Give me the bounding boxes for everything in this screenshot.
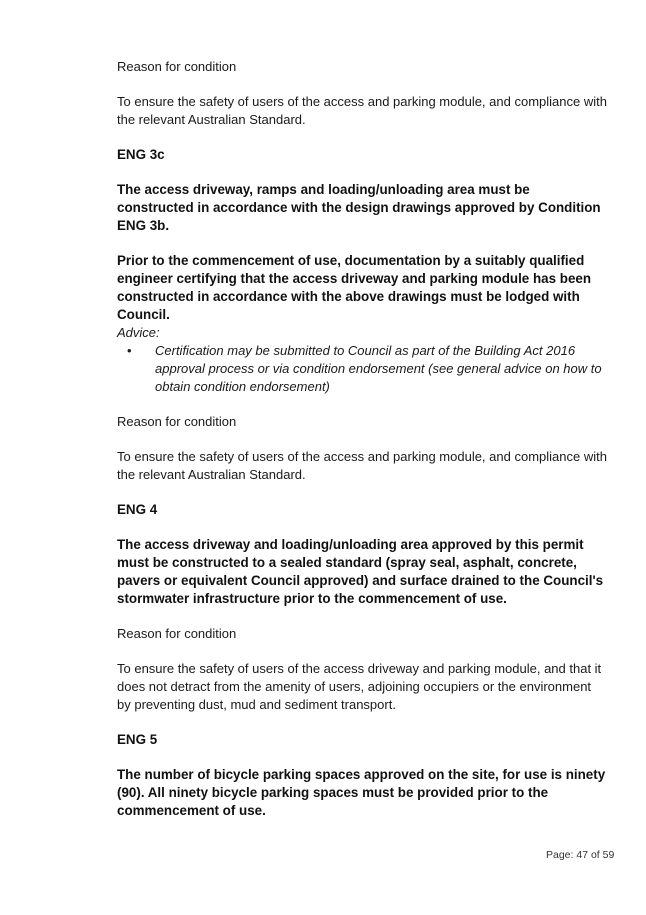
reason-text-1: To ensure the safety of users of the access and parking module, and compliance with the relevant Australian Standard. [117, 94, 607, 127]
reason-heading-1: Reason for condition [117, 59, 237, 74]
condition-text-eng-3c-2: Prior to the commencement of use, documentation by a suitably qualified engineer certifying that the access driveway and parking module has been constructed in accordance with the above drawings must be lodged with Council. [117, 253, 592, 322]
condition-text-eng-3c-1: The access driveway, ramps and loading/unloading area must be constructed in accordance with the design drawings approved by Condition ENG 3b. [117, 182, 601, 233]
page-content [117, 58, 607, 820]
reason-heading-2: Reason for condition [117, 414, 237, 429]
reason-heading-3: Reason for condition [117, 626, 237, 641]
condition-heading-eng-5: ENG 5 [117, 732, 158, 747]
bullet-icon: • [127, 343, 132, 358]
advice-item [117, 342, 607, 396]
advice-item-text: Certification may be submitted to Council as part of the Building Act 2016 approval process or via condition endorsement (see general advice on how to obtain condition endorsement) [155, 343, 602, 394]
advice-label: Advice: [117, 325, 160, 340]
condition-heading-eng-4: ENG 4 [117, 502, 158, 517]
advice-list [117, 342, 607, 396]
reason-text-2: To ensure the safety of users of the access and parking module, and compliance with the relevant Australian Standard. [117, 449, 607, 482]
condition-text-eng-4: The access driveway and loading/unloading area approved by this permit must be constructed to a sealed standard (spray seal, asphalt, concrete, pavers or equivalent Council approved) and surface drained to the Council's stormwater infrastructure prior to the commencement of use. [117, 537, 604, 606]
condition-text-eng-5: The number of bicycle parking spaces approved on the site, for use is ninety (90). All ninety bicycle parking spaces must be provided prior to the commencement of use. [117, 767, 606, 818]
page-number: Page: 47 of 59 [546, 849, 615, 861]
reason-text-3: To ensure the safety of users of the access driveway and parking module, and that it does not detract from the amenity of users, adjoining occupiers or the environment by preventing dust, mud and sediment transport. [117, 661, 602, 712]
condition-heading-eng-3c: ENG 3c [117, 147, 165, 162]
